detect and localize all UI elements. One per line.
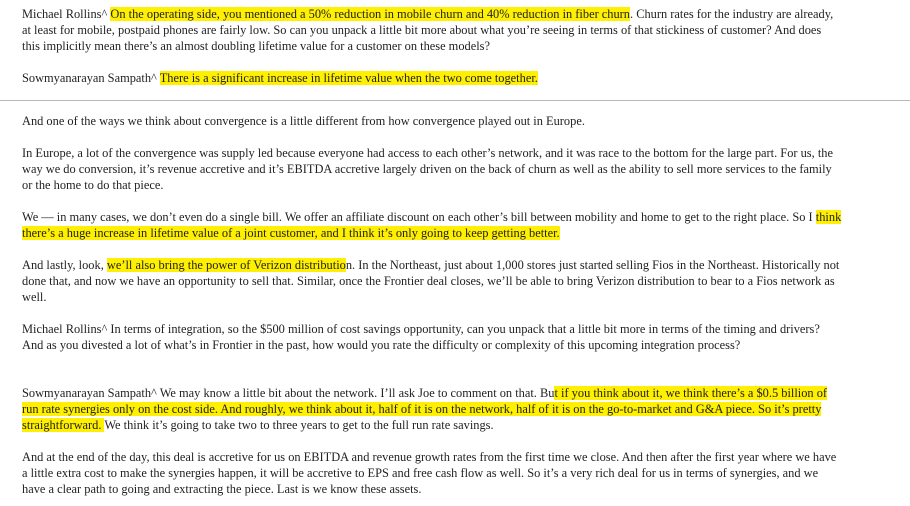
highlighted-text: There is a significant increase in lifetime value when the two come together. — [159, 71, 538, 85]
question-rollins-integration — [22, 321, 842, 353]
paragraph-text: And lastly, look, — [22, 258, 107, 272]
paragraph-text: We think it’s going to take two to three years to get to the full run rate savings. — [104, 418, 494, 432]
paragraph-text: We — in many cases, we don’t even do a single bill. We offer an affiliate discount on each other’s bill between mobility and home to get to the right place. So I — [22, 210, 816, 224]
speaker-text: Sowmyanarayan Sampath^ — [22, 71, 160, 85]
paragraph-text: In Europe, a lot of the convergence was supply led because everyone had access to each other’s network, and it was race to the bottom for the large part. For us, the way we do conversion, it’s revenue accretive and it’s EBITDA accretive largely driven on the back of churn as well as the ability to sell more services to the family or the home to do that piece. — [22, 146, 833, 192]
paragraph-europe — [22, 145, 842, 193]
paragraph-text: And at the end of the day, this deal is accretive for us on EBITDA and revenue growth rates from the first time we close. And then after the first year where we have a little extra cost to make the synergies happen, it will be accretive to EPS and free cash flow as well. So it’s a very rich deal for us in terms of synergies, and we have a clear path to going and extracting the piece. Last is we know these assets. — [22, 450, 837, 496]
paragraph-text: And one of the ways we think about convergence is a little different from how convergence played out in Europe. — [22, 114, 585, 128]
paragraph-text: Sowmyanarayan Sampath^ We may know a little bit about the network. I’ll ask Joe to comment on that. Bu — [22, 386, 555, 400]
paragraph-convergence — [22, 113, 842, 129]
paragraph-accretive-deal — [22, 449, 842, 497]
answer-sampath-synergies — [22, 385, 842, 433]
question-rollins-churn — [22, 6, 842, 54]
paragraph-text: Michael Rollins^ In terms of integration, so the $500 million of cost savings opportunity, can you unpack that a little bit more in terms of the timing and drivers? And as you divested a lot of what’s in Frontier in the past, how would you rate the difficulty or complexity of this upcoming integration process? — [22, 322, 820, 352]
highlighted-text: On the operating side, you mentioned a 50% reduction in mobile churn and 40% reduction in fiber churn — [110, 7, 630, 21]
page-divider — [0, 100, 910, 101]
paragraph-distribution — [22, 257, 842, 305]
highlighted-text: t if you think about it, we think there’s a $0.5 billion of run rate synergies only on the cost side. And roughly, we think about it, half of it is on the network, half of it is on the go-to-market and G&A piece. So it’s pretty straightforward. — [22, 386, 828, 432]
answer-sampath-lifetime-value — [22, 70, 842, 86]
paragraph-text: . Churn rates for the industry are already, at least for mobile, postpaid phones are fairly low. So can you unpack a little bit more about what you’re seeing in terms of that stickiness of customer? And does this implicitly mean there’s an almost doubling lifetime value for a customer on these models? — [22, 7, 834, 53]
paragraph-text: n. In the Northeast, just about 1,000 stores just started selling Fios in the Northeast. Historically not done that, and now we have an opportunity to sell that. Similar, once the Frontier deal closes, we’ll be able to bring Verizon distribution to bear to a Fios network as well. — [22, 258, 840, 304]
highlighted-text: we’ll also bring the power of Verizon distributio — [106, 258, 346, 272]
speaker-text: Michael Rollins^ — [22, 7, 111, 21]
highlighted-text: think there’s a huge increase in lifetime value of a joint customer, and I think it’s only going to keep getting better. — [22, 210, 842, 240]
paragraph-single-bill — [22, 209, 842, 241]
